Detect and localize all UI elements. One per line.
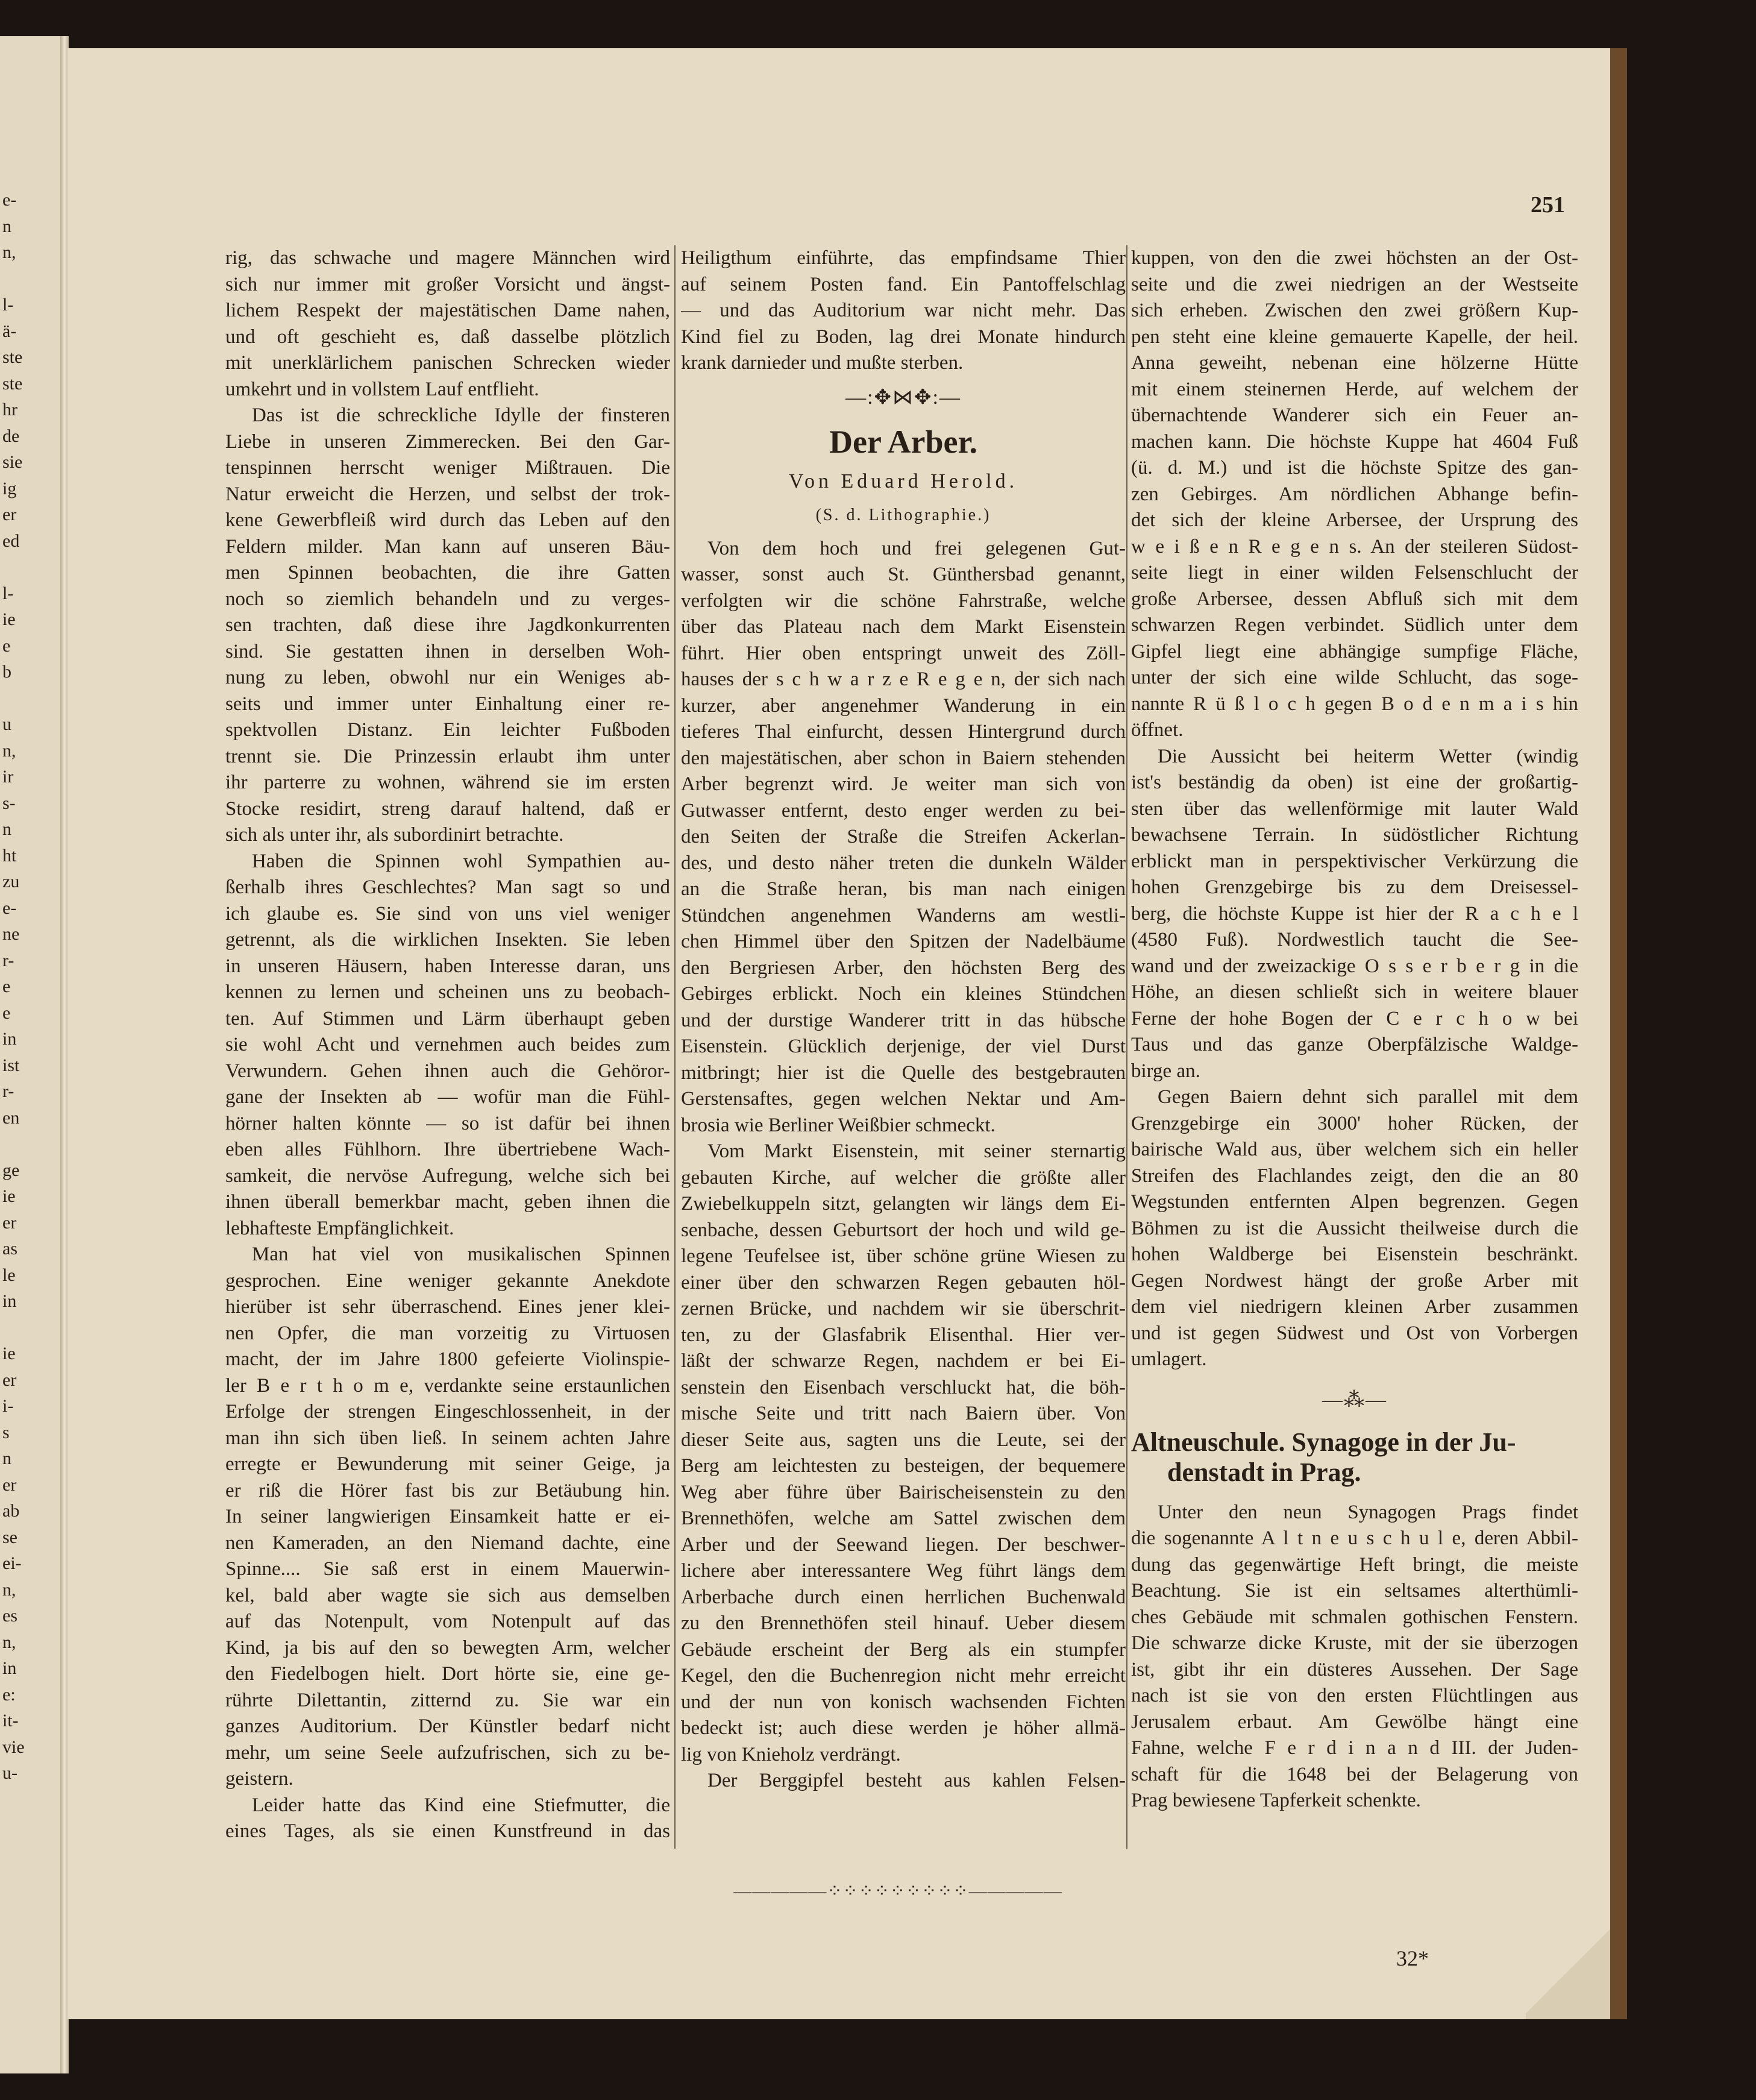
previous-page-fragment: er	[2, 505, 17, 524]
text-line: Man hat viel von musikalischen Spinnen	[252, 1243, 670, 1265]
text-line: (ü. d. M.) und ist die höchste Spitze des gan-	[1131, 457, 1578, 479]
text-line: Beachtung. Sie ist ein seltsames alterthümli-	[1131, 1580, 1578, 1602]
text-line: zernen Brücke, und nachdem wir sie überschrit-	[681, 1298, 1126, 1319]
previous-page-fragment: ed	[2, 530, 20, 551]
text-line: mische Seite und tritt nach Baiern über. Von	[681, 1403, 1126, 1424]
previous-page-fragment: n,	[2, 242, 16, 262]
text-line: berg, die höchste Kuppe ist hier der R a c h e l	[1131, 902, 1578, 925]
text-line: seite und die zwei niedrigen an der Westseite	[1131, 273, 1578, 295]
previous-page-fragment: e-	[2, 898, 17, 918]
text-line: Prag bewiesene Tapferkeit schenkte.	[1131, 1790, 1421, 1811]
previous-page-fragment: ie	[2, 609, 16, 629]
text-line: den Fiedelbogen hielt. Dort hörte sie, eine ge-	[225, 1663, 670, 1685]
text-line: — und das Auditorium war nicht mehr. Das	[681, 300, 1126, 321]
text-line: nach ist sie von den ersten Flüchtlingen aus	[1131, 1685, 1578, 1706]
text-line: den majestätischen, aber schon in Baiern stehenden	[681, 747, 1126, 769]
text-line: sich erheben. Zwischen den zwei größern Kup-	[1131, 300, 1578, 321]
previous-page-fragment: en	[2, 1107, 20, 1128]
text-line: Brennethöfen, welche am Sattel zwischen dem	[681, 1507, 1126, 1529]
text-line: In seiner langwierigen Einsamkeit hatte er ei-	[225, 1506, 670, 1527]
article-title: Der Arber.	[829, 423, 977, 460]
text-line: senbache, dessen Geburtsort der hoch und wild ge-	[681, 1219, 1126, 1241]
article-heading: denstadt in Prag.	[1167, 1457, 1361, 1487]
text-line: nung zu leben, obwohl nur ein Weniges ab-	[225, 667, 670, 688]
previous-page-fragment: er	[2, 1212, 17, 1233]
text-line: Feldern milder. Man kann auf unseren Bäu-	[225, 535, 670, 558]
text-line: sen trachten, daß diese ihre Jagdkonkurrenten	[225, 614, 670, 636]
text-line: Unter den neun Synagogen Prags findet	[1158, 1501, 1578, 1523]
text-line: rig, das schwache und magere Männchen wird	[225, 247, 670, 269]
text-line: Eisenstein. Glücklich derjenige, der viel Durst	[681, 1036, 1126, 1057]
column-rule	[674, 245, 676, 1849]
text-line: Gebirges erblickt. Noch ein kleines Stündchen	[681, 983, 1126, 1005]
paragraph	[1131, 744, 1578, 1085]
previous-page-fragment: u	[2, 714, 11, 734]
text-line: schaft für die 1648 bei der Belagerung von	[1131, 1763, 1578, 1785]
text-line: Arber und der Seewand liegen. Der beschwer-	[681, 1533, 1126, 1556]
text-line: ches Gebäude mit schmalen gothischen Fenstern.	[1131, 1606, 1578, 1628]
text-line: Anna geweiht, nebenan eine hölzerne Hütte	[1131, 352, 1578, 374]
text-line: lig von Knieholz verdrängt.	[681, 1743, 901, 1765]
text-line: hohen Grenzgebirge bis zu dem Dreisessel-	[1131, 876, 1578, 898]
text-line: kennen zu lernen und scheinen uns zu beobach-	[225, 981, 670, 1003]
text-line: kene Gewerbfleiß wird durch das Leben auf den	[225, 509, 670, 531]
text-line: men Spinnen beobachten, die ihre Gatten	[225, 562, 670, 583]
text-line: Berg am leichtesten zu besteigen, der bequemere	[681, 1455, 1126, 1477]
text-line: in unseren Häusern, haben Interesse daran, uns	[225, 955, 670, 977]
text-line: Streifen des Flachlandes zeigt, den die an 80	[1131, 1165, 1578, 1187]
previous-page-fragment: ist	[2, 1055, 20, 1075]
paragraph	[681, 1768, 1126, 1794]
text-line: öffnet.	[1131, 719, 1184, 741]
text-line: Leider hatte das Kind eine Stiefmutter, die	[252, 1794, 670, 1816]
previous-page-fragment: ie	[2, 1186, 16, 1206]
text-line: Böhmen zu ist die Aussicht theilweise durch die	[1131, 1217, 1578, 1239]
previous-page-fragment: in	[2, 1029, 17, 1049]
text-line: lichem Respekt der majestätischen Dame nahen,	[225, 300, 670, 321]
previous-page-fragment: u-	[2, 1763, 17, 1783]
previous-page-fragment: ge	[2, 1160, 20, 1180]
text-line: Die schwarze dicke Kruste, mit der sie überzogen	[1131, 1632, 1578, 1654]
text-line: sten über das wellenförmige mit lauter Wald	[1131, 797, 1578, 820]
text-line: auf das Notenpult, vom Notenpult auf das	[225, 1611, 670, 1632]
text-line: senstein den Eisenbach verschluckt hat, die böh-	[681, 1376, 1126, 1398]
bottom-ornament: ―――――⁘⁘⁘⁘⁘⁘⁘⁘⁘―――――	[733, 1881, 1062, 1901]
text-line: ganzes Auditorium. Der Künstler bedarf nicht	[225, 1715, 670, 1737]
text-line: verfolgten wir die schöne Fahrstraße, welche	[681, 589, 1126, 612]
text-line: Weg aber führe über Bairischeisenstein zu den	[681, 1481, 1126, 1503]
text-line: mit einem steinernen Herde, auf welchem der	[1131, 378, 1578, 400]
text-line: unter der sich eine wilde Schlucht, das soge-	[1131, 667, 1578, 688]
previous-page-fragment: ne	[2, 924, 20, 944]
text-line: kel, bald aber wagte sie sich aus demselben	[225, 1584, 670, 1606]
previous-page-fragment: ste	[2, 373, 23, 394]
text-line: (4580 Fuß). Nordwestlich taucht die See-	[1131, 929, 1578, 951]
column-2	[681, 245, 1126, 1794]
text-line: Stocke residirt, streng darauf haltend, daß er	[225, 797, 670, 820]
text-line: machen kann. Die höchste Kuppe hat 4604 Fuß	[1131, 430, 1578, 453]
previous-page-fragment: ir	[2, 767, 14, 787]
previous-page-fragment: n,	[2, 740, 16, 761]
text-line: über das Plateau nach dem Markt Eisenstein	[681, 616, 1126, 638]
previous-page-fragment: it-	[2, 1711, 19, 1731]
column-3	[1131, 245, 1578, 1814]
text-line: nannte R ü ß l o c h gegen B o d e n m a i s hin	[1131, 693, 1578, 715]
article-note: (S. d. Lithographie.)	[815, 505, 991, 524]
text-line: geistern.	[225, 1768, 293, 1790]
text-line: chen Himmel über den Spitzen der Nadelbäume	[681, 931, 1126, 952]
text-line: Gutwasser entfernt, desto enger werden zu bei-	[681, 799, 1126, 822]
column-1	[225, 245, 670, 1845]
text-line: seits und immer unter Einhaltung einer re-	[225, 693, 670, 715]
text-line: mitbringt; hier ist die Quelle des bestgebrauten	[681, 1061, 1126, 1084]
paragraph	[225, 849, 670, 1242]
text-line: ten. Auf Stimmen und Lärm überhaupt geben	[225, 1007, 670, 1030]
text-line: ist's beständig da oben) ist eine der großartig-	[1131, 772, 1578, 793]
text-line: hohen Waldberge bei Eisenstein beschränkt.	[1131, 1243, 1578, 1265]
text-line: ßerhalb ihres Geschlechtes? Man sagt so und	[225, 876, 670, 898]
previous-page-fragment: er	[2, 1369, 17, 1390]
text-line: erregte er Bewunderung mit seiner Geige, ja	[225, 1453, 670, 1475]
paragraph	[1131, 1500, 1578, 1814]
text-line: und der durstige Wanderer tritt in das hübsche	[681, 1009, 1126, 1031]
text-line: ihnen überall bemerkbar macht, geben ihnen die	[225, 1191, 670, 1213]
text-line: Liebe in unseren Zimmerecken. Bei den Gar-	[225, 430, 670, 453]
text-line: bairische Wald aus, über welchem sich ein heller	[1131, 1139, 1578, 1160]
text-line: legene Teufelsee ist, über schöne grüne Wiesen zu	[681, 1245, 1126, 1267]
previous-page-fragment: e-	[2, 190, 17, 210]
text-line: Erfolge der strengen Eingeschlossenheit, in der	[225, 1401, 670, 1423]
text-line: an die Straße heran, bis man nach einigen	[681, 878, 1126, 900]
text-line: Verwundern. Gehen ihnen auch die Gehöror-	[225, 1060, 670, 1082]
text-line: den Bergriesen Arber, den höchsten Berg des	[681, 957, 1126, 979]
text-line: und der nun von konisch wachsenden Fichten	[681, 1691, 1126, 1713]
previous-page-fragment: in	[2, 1658, 17, 1678]
text-line: Die Aussicht bei heiterm Wetter (windig	[1158, 745, 1578, 767]
previous-page-fragment: e	[2, 1002, 11, 1023]
text-line: seite liegt in einer wilden Felsenschlucht der	[1131, 562, 1578, 583]
text-line: pen steht eine kleine gemauerte Kapelle, der heil.	[1131, 325, 1578, 348]
text-line: Der Berggipfel besteht aus kahlen Felsen-	[707, 1770, 1126, 1791]
previous-page-fragment: e	[2, 635, 11, 656]
text-line: Natur erweicht die Herzen, und selbst der trok-	[225, 483, 670, 505]
previous-page-fragment: ste	[2, 347, 23, 367]
paragraph	[225, 403, 670, 849]
text-line: birge an.	[1131, 1060, 1200, 1082]
text-line: getrennt, als die wirklichen Insekten. Sie leben	[225, 929, 670, 951]
previous-page-fragment: hr	[2, 400, 17, 420]
text-line: Arberbache durch einen herrlichen Buchenwald	[681, 1586, 1126, 1608]
text-line: dung das gegenwärtige Heft bringt, die meiste	[1131, 1553, 1578, 1576]
text-line: Gipfel liegt eine abhängige sumpfige Fläche,	[1131, 640, 1578, 662]
text-line: auf seinem Posten fand. Ein Pantoffelschlag	[681, 273, 1126, 295]
text-line: krank darnieder und mußte sterben.	[681, 352, 964, 374]
section-ornament: —⁂—	[1322, 1388, 1387, 1411]
text-line: zu den Brennethöfen steil hinauf. Ueber diesem	[681, 1612, 1126, 1634]
paragraph	[681, 536, 1126, 1139]
text-line: umkehrt und in vollstem Lauf entflieht.	[225, 378, 539, 400]
text-line: Ferne der hohe Bogen der C e r c h o w bei	[1131, 1007, 1578, 1030]
text-line: ich glaube es. Sie sind von uns viel weniger	[225, 902, 670, 925]
previous-page-fragment: de	[2, 426, 20, 446]
text-line: Zwiebelkuppeln sitzt, gelangten wir längs dem Ei-	[681, 1193, 1126, 1215]
text-line: lebhafteste Empfänglichkeit.	[225, 1217, 454, 1239]
text-line: gane der Insekten ab — wofür man die Fühl-	[225, 1086, 670, 1108]
previous-page-fragment: as	[2, 1239, 17, 1259]
previous-page-fragment: er	[2, 1474, 17, 1495]
text-line: Stündchen angenehmen Wanderns am westli-	[681, 904, 1126, 926]
text-line: Fahne, welche F e r d i n a n d III. der Juden-	[1131, 1737, 1578, 1759]
previous-page-fragment: i-	[2, 1396, 14, 1416]
text-line: sie wohl Acht und vernehmen auch beides zum	[225, 1034, 670, 1055]
text-line: führt. Hier oben entspringt unweit des Zöll-	[681, 642, 1126, 664]
text-line: ler B e r t h o m e, verdankte seine erstaunlichen	[225, 1374, 670, 1397]
previous-page-fragment: le	[2, 1265, 16, 1285]
text-line: dieser Seite aus, sagten uns die Leute, sei der	[681, 1429, 1126, 1451]
paragraph	[1131, 245, 1578, 744]
text-line: Von dem hoch und frei gelegenen Gut-	[707, 537, 1126, 559]
text-line: Kegel, den die Buchenregion nicht mehr erreicht	[681, 1665, 1126, 1687]
text-line: rührte Dilettantin, zitternd zu. Sie war ein	[225, 1689, 670, 1711]
text-line: sind. Sie gestatten ihnen in derselben Woh-	[225, 640, 670, 662]
text-line: ihr parterre zu wohnen, während sie im ersten	[225, 772, 670, 793]
text-line: Spinne.... Sie saß erst in einem Mauerwin-	[225, 1558, 670, 1580]
text-line: Gerstensaftes, gegen welchen Nektar und Am-	[681, 1088, 1126, 1110]
previous-page-fragment: n	[2, 819, 11, 839]
text-line: ist, gibt ihr ein düsteres Aussehen. Der Sage	[1131, 1658, 1578, 1680]
text-line: lichere aber interessantere Weg führt längs dem	[681, 1560, 1126, 1582]
text-line: Haben die Spinnen wohl Sympathien au-	[252, 850, 670, 872]
paragraph	[1131, 1084, 1578, 1373]
paragraph	[225, 245, 670, 403]
text-line: hierüber ist sehr überraschend. Eines jener klei-	[225, 1296, 670, 1318]
article-heading: Altneuschule. Synagoge in der Ju-	[1131, 1427, 1516, 1457]
text-line: bedeckt ist; auch diese werden je höher allmä-	[681, 1717, 1126, 1739]
text-line: Grenzgebirge ein 3000' hoher Rücken, der	[1131, 1112, 1578, 1134]
text-line: spektvollen Distanz. Ein leichter Fußboden	[225, 719, 670, 741]
previous-page-fragment: r-	[2, 1081, 14, 1101]
text-line: Taus und das ganze Oberpfälzische Waldge-	[1131, 1034, 1578, 1055]
previous-page-fragment: n,	[2, 1579, 16, 1600]
text-line: läßt der schwarze Regen, nachdem er bei Ei-	[681, 1350, 1126, 1372]
text-line: samkeit, die nervöse Aufregung, welche sich bei	[225, 1165, 670, 1187]
text-line: den Seiten der Straße die Streifen Ackerlan-	[681, 826, 1126, 847]
paragraph	[225, 1242, 670, 1793]
text-line: gesprochen. Eine weniger gekannte Anekdote	[225, 1269, 670, 1292]
text-line: man ihn sich üben ließ. In seinem achten Jahre	[225, 1427, 670, 1449]
text-line: bewachsene Terrain. In südöstlicher Richtung	[1131, 824, 1578, 846]
previous-page-fragment: n,	[2, 1632, 16, 1652]
text-line: die sogenannte A l t n e u s c h u l e, deren Abbil-	[1131, 1527, 1578, 1549]
previous-page-fragment: zu	[2, 872, 20, 891]
text-line: Gegen Baiern dehnt sich parallel mit dem	[1158, 1086, 1578, 1108]
previous-page-fragment: l-	[2, 583, 14, 603]
text-line: übernachtende Wanderer sich ein Feuer an-	[1131, 404, 1578, 426]
previous-page-fragment: s-	[2, 793, 16, 813]
text-line: Kind fiel zu Boden, lag drei Monate hindurch	[681, 325, 1126, 348]
text-line: schwarzen Regen verbindet. Südlich unter dem	[1131, 614, 1578, 636]
previous-page-fragment: ie	[2, 1344, 16, 1363]
previous-page-fragment: sie	[2, 452, 23, 472]
text-line: mit unerklärlichem panischen Schrecken wieder	[225, 352, 670, 374]
spacer	[1131, 1488, 1578, 1500]
text-line: tieferes Thal einfurcht, dessen Hintergrund durch	[681, 721, 1126, 743]
text-line: zen Gebirges. Am nördlichen Abhange befin-	[1131, 483, 1578, 505]
printer-signature: 32*	[1396, 1946, 1429, 1970]
section-ornament: —:✥⋈✥:—	[845, 386, 961, 409]
previous-page-fragment: vie	[2, 1737, 25, 1757]
previous-page-fragment: in	[2, 1291, 17, 1311]
previous-page-fragment: se	[2, 1527, 17, 1547]
text-line: sich als unter ihr, als subordinirt betrachte.	[225, 824, 564, 846]
text-line: nen Opfer, die man vorzeitig zu Virtuosen	[225, 1322, 670, 1344]
text-line: und oft geschieht es, daß dasselbe plötzlich	[225, 325, 670, 348]
text-line: große Arbersee, dessen Abfluß sich mit dem	[1131, 588, 1578, 610]
text-line: umlagert.	[1131, 1348, 1207, 1370]
text-line: hauses der s c h w a r z e R e g e n, der sich nach	[681, 668, 1126, 690]
text-line: gebauten Kirche, auf welcher die größte aller	[681, 1166, 1126, 1189]
text-line: mehr, um seine Seele aufzufrischen, sich zu be-	[225, 1741, 670, 1764]
text-line: ten, zu der Glasfabrik Elisenthal. Hier ver-	[681, 1324, 1126, 1346]
paragraph	[681, 1139, 1126, 1768]
text-line: w e i ß e n R e g e n s. An der steileren Südost-	[1131, 535, 1578, 558]
text-line: eines Tages, als sie einen Kunstfreund in das	[225, 1820, 670, 1842]
text-line: Kind, ja bis auf den so bewegten Arm, welcher	[225, 1636, 670, 1659]
text-line: eben alles Fühlhorn. Ihre übertriebene Wach-	[225, 1139, 670, 1160]
text-line: wasser, sonst auch St. Günthersbad genannt,	[681, 564, 1126, 585]
text-line: Wegstunden entfernten Alpen begrenzen. Gegen	[1131, 1191, 1578, 1213]
paragraph	[681, 245, 1126, 377]
paragraph	[225, 1793, 670, 1845]
previous-page-fragment: l-	[2, 295, 14, 315]
book-page	[67, 48, 1627, 2019]
previous-page-fragment: ei-	[2, 1553, 22, 1573]
page-number: 251	[1531, 192, 1565, 218]
previous-page-fragment: ä-	[2, 321, 17, 341]
previous-page-fragment: e:	[2, 1684, 16, 1705]
text-line: Heiligthum einführte, das empfindsame Thier	[681, 247, 1126, 269]
text-line: nen Kameraden, an den Niemand dachte, eine	[225, 1532, 670, 1554]
text-line: kuppen, von den die zwei höchsten an der Ost-	[1131, 247, 1578, 269]
column-rule	[1126, 245, 1127, 1849]
previous-page-fragment: n	[2, 216, 11, 236]
text-line: erblickt man in perspektivischer Verkürzung die	[1131, 850, 1578, 872]
previous-page-fragment: es	[2, 1606, 17, 1626]
text-line: des, und desto näher treten die dunkeln Wälder	[681, 852, 1126, 874]
previous-page-fragment: e	[2, 976, 11, 996]
text-line: sich nur immer mit großer Vorsicht und ängst-	[225, 273, 670, 295]
text-line: und ist gegen Südwest und Ost von Vorbergen	[1131, 1322, 1578, 1344]
text-line: dem viel niedrigern kleinen Arber zusammen	[1131, 1296, 1578, 1318]
text-line: Gegen Nordwest hängt der große Arber mit	[1131, 1269, 1578, 1292]
text-line: Arber begrenzt wird. Je weiter man sich von	[681, 773, 1126, 795]
text-line: er riß die Hörer fast bis zur Betäubung hin.	[225, 1479, 670, 1501]
previous-page-fragment: s	[2, 1422, 10, 1442]
text-line: macht, der im Jahre 1800 gefeierte Violinspie-	[225, 1348, 670, 1370]
previous-page-edge	[0, 36, 63, 2073]
text-line: Höhe, an diesen schließt sich in weitere blauer	[1131, 981, 1578, 1003]
text-line: kurzer, aber angenehmer Wanderung in ein	[681, 694, 1126, 717]
text-line: brosia wie Berliner Weißbier schmeckt.	[681, 1114, 996, 1136]
text-line: Gebäude erscheint der Berg als ein stumpfer	[681, 1638, 1126, 1661]
previous-page-fragment: ab	[2, 1501, 20, 1521]
previous-page-fragment: r-	[2, 950, 14, 970]
text-line: trennt sie. Die Prinzessin erlaubt ihm unter	[225, 745, 670, 767]
article-byline: Von Eduard Herold.	[788, 470, 1018, 492]
previous-page-fragment: ht	[2, 845, 17, 866]
text-line: wand und der zweizackige O s s e r b e r g in die	[1131, 955, 1578, 977]
text-line: hörner halten könnte — so ist dafür bei ihnen	[225, 1112, 670, 1134]
text-line: det sich der kleine Arbersee, der Ursprung des	[1131, 509, 1578, 531]
text-line: Jerusalem erbaut. Am Gewölbe hängt eine	[1131, 1711, 1578, 1733]
text-line: tenspinnen herrscht weniger Mißtrauen. Die	[225, 457, 670, 479]
text-line: noch so ziemlich behandeln und zu verges-	[225, 588, 670, 610]
previous-page-fragment: ig	[2, 478, 17, 498]
text-line: einer über den schwarzen Regen gebauten höl-	[681, 1271, 1126, 1294]
previous-page-fragment: b	[2, 662, 11, 682]
text-line: Vom Markt Eisenstein, mit seiner sternartig	[707, 1140, 1126, 1162]
text-line: Das ist die schreckliche Idylle der finsteren	[252, 404, 670, 426]
previous-page-fragment: n	[2, 1448, 11, 1468]
